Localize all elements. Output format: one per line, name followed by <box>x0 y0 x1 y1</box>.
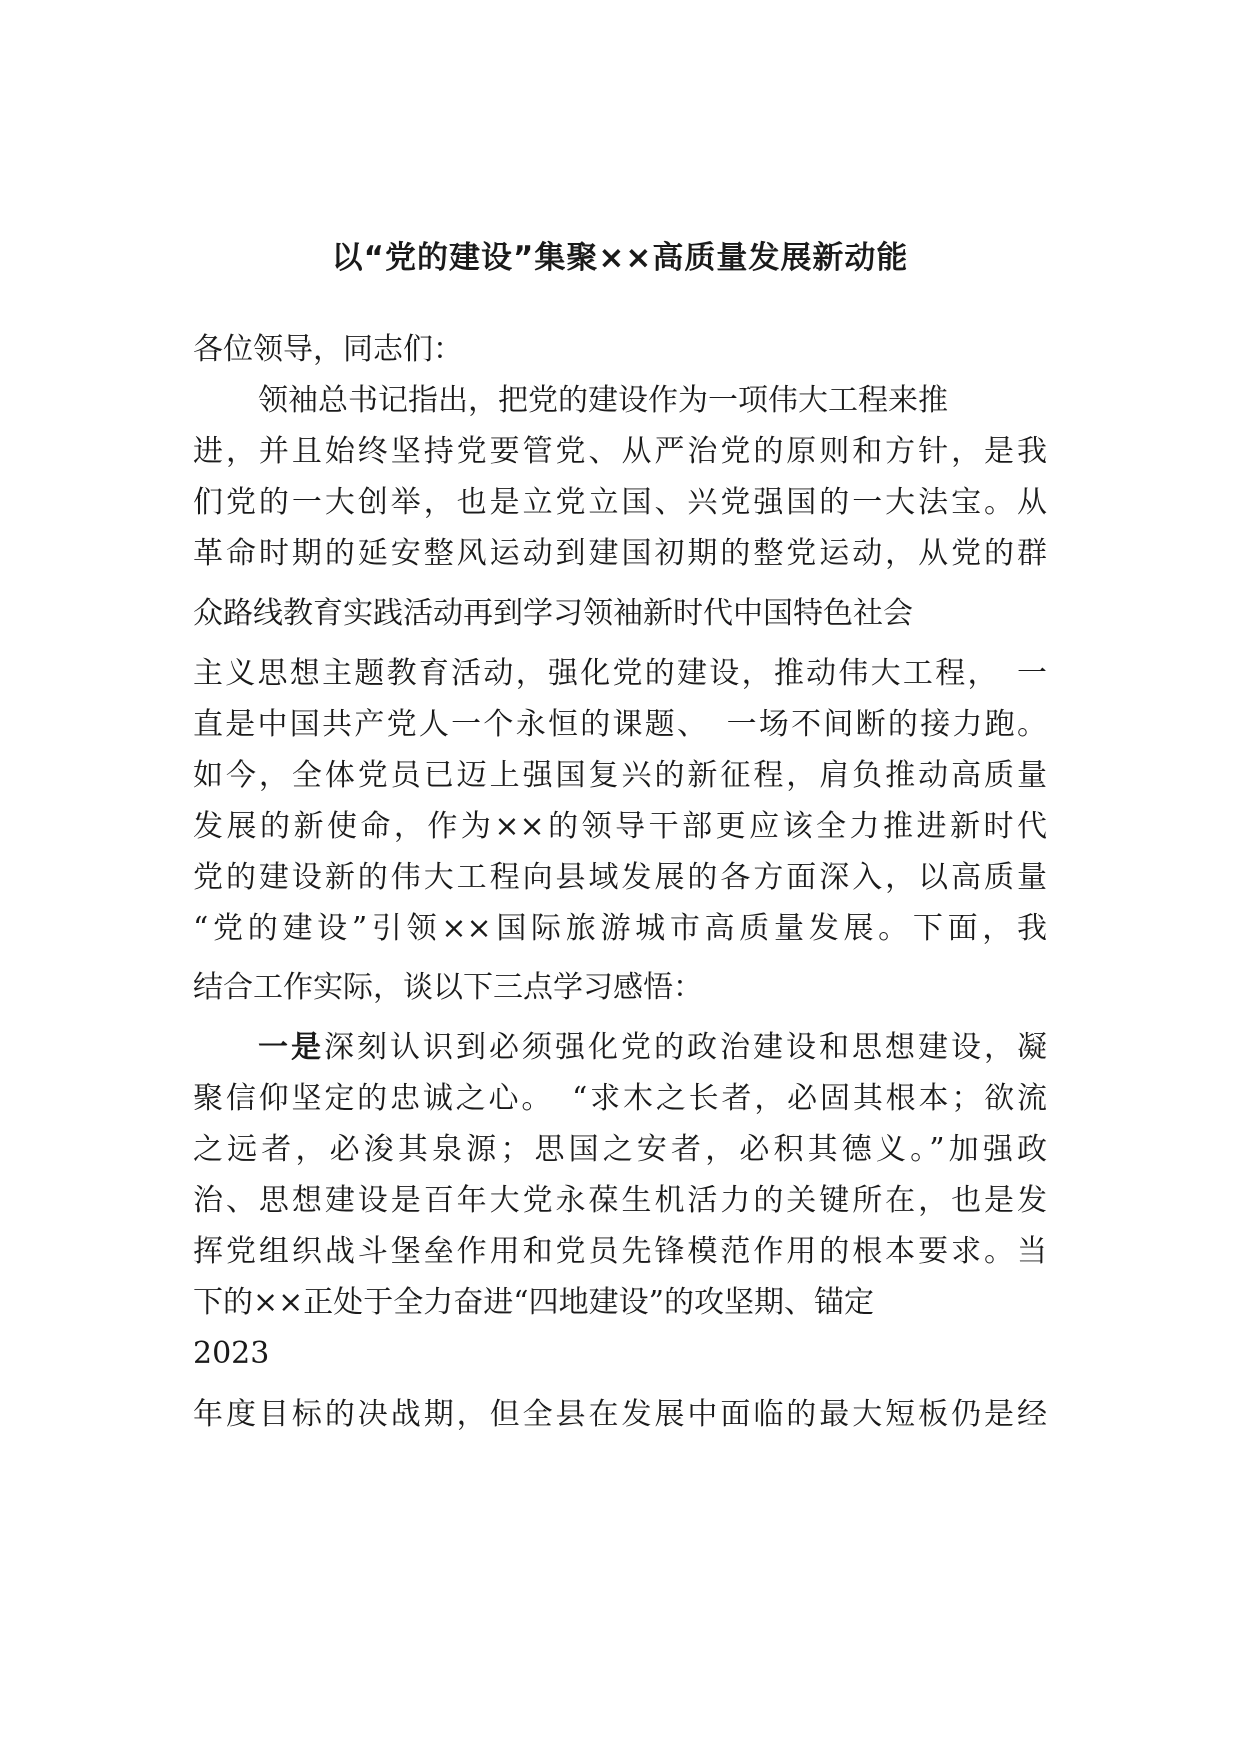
paragraph-line: 党的建设新的伟大工程向县域发展的各方面深入，以高质量 <box>193 860 1047 895</box>
paragraph-line: 聚信仰坚定的忠诚之心。 “求木之长者，必固其根本；欲流 <box>193 1081 1047 1116</box>
paragraph-line: 结合工作实际，谈以下三点学习感悟： <box>193 970 703 1005</box>
document-title: 以“党的建设”集聚××高质量发展新动能 <box>331 240 909 276</box>
paragraph-line: 们党的一大创举，也是立党立国、兴党强国的一大法宝。从 <box>193 485 1047 520</box>
paragraph-line: 众路线教育实践活动再到学习领袖新时代中国特色社会 <box>193 596 913 631</box>
paragraph-line: 2023 <box>193 1336 270 1371</box>
paragraph-line: “党的建设”引领××国际旅游城市高质量发展。下面，我 <box>193 911 1047 946</box>
paragraph-line: 革命时期的延安整风运动到建国初期的整党运动，从党的群 <box>193 536 1047 571</box>
paragraph-line: 下的××正处于全力奋进“四地建设”的攻坚期、锚定 <box>193 1285 874 1320</box>
paragraph-line: 主义思想主题教育活动，强化党的建设，推动伟大工程， 一 <box>193 656 1047 691</box>
point1-first-line-text: 深刻认识到必须强化党的政治建设和思想建设，凝 <box>324 1030 1047 1065</box>
paragraph-line: 进，并且始终坚持党要管党、从严治党的原则和方针，是我 <box>193 434 1047 469</box>
salutation: 各位领导，同志们： <box>193 332 463 367</box>
point1-first-line <box>258 1026 1047 1070</box>
paragraph-line: 年度目标的决战期，但全县在发展中面临的最大短板仍是经 <box>193 1397 1047 1432</box>
paragraph-line: 治、思想建设是百年大党永葆生机活力的关键所在，也是发 <box>193 1183 1047 1218</box>
paragraph-line: 之远者，必浚其泉源；思国之安者，必积其德义。”加强政 <box>193 1132 1047 1167</box>
paragraph-line: 如今，全体党员已迈上强国复兴的新征程，肩负推动高质量 <box>193 758 1047 793</box>
point1-lead: 一是 <box>258 1030 324 1065</box>
paragraph-line: 挥党组织战斗堡垒作用和党员先锋模范作用的根本要求。当 <box>193 1234 1047 1269</box>
paragraph-line: 直是中国共产党人一个永恒的课题、 一场不间断的接力跑。 <box>193 707 1047 742</box>
paragraph-line: 领袖总书记指出，把党的建设作为一项伟大工程来推 <box>258 383 948 418</box>
paragraph-line: 发展的新使命，作为××的领导干部更应该全力推进新时代 <box>193 809 1047 844</box>
